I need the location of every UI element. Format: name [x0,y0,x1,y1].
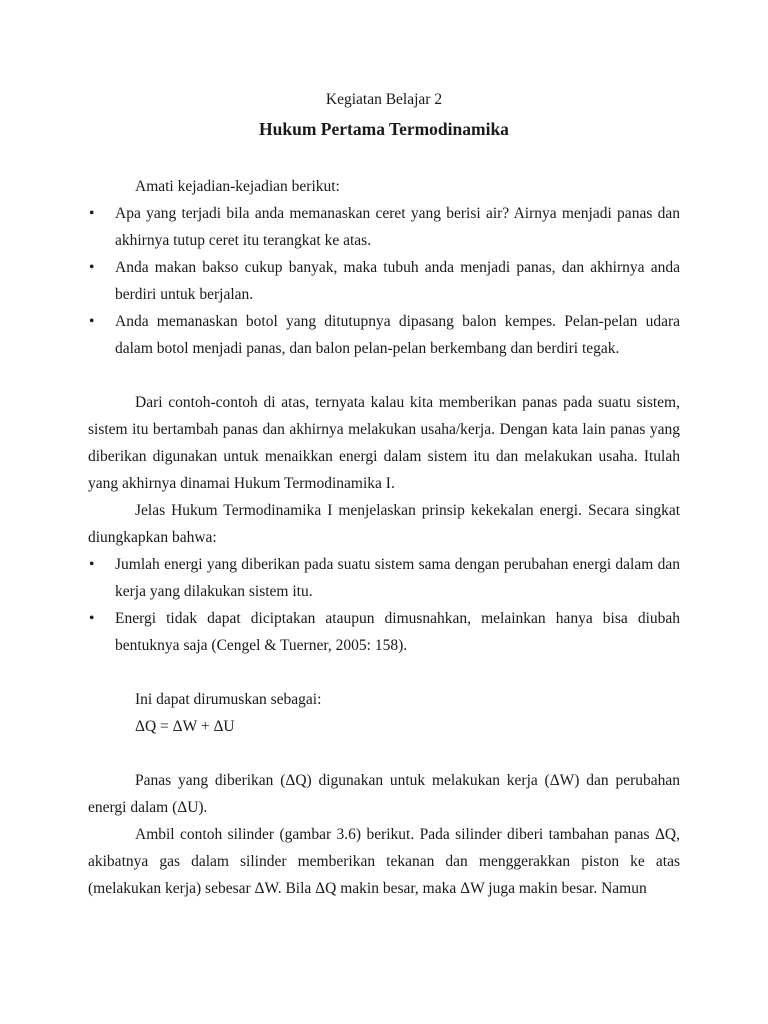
events-list [88,200,680,362]
principles-list [88,551,680,659]
list-item-text: Anda makan bakso cukup banyak, maka tubuh anda menjadi panas, dan akhirnya anda berdiri untuk berjalan. [115,259,680,303]
bullet-icon: • [89,259,95,276]
bullet-icon: • [89,313,95,330]
bullet-icon: • [89,556,95,573]
list-item-text: Energi tidak dapat diciptakan ataupun dimusnahkan, melainkan hanya bisa diubah bentuknya saja (Cengel & Tuerner, 2005: 158). [115,610,680,654]
document-page [88,86,680,902]
spacer [88,659,680,686]
paragraph: Jelas Hukum Termodinamika I menjelaskan prinsip kekekalan energi. Secara singkat diungkapkan bahwa: [88,502,680,546]
formula: ΔQ = ΔW + ΔU [135,718,235,735]
paragraph: Panas yang diberikan (ΔQ) digunakan untuk melakukan kerja (ΔW) dan perubahan energi dalam (ΔU). [88,772,680,816]
page-title: Hukum Pertama Termodinamika [259,119,509,139]
list-item [88,254,680,308]
list-item [88,551,680,605]
bullet-icon: • [89,205,95,222]
bullet-icon: • [89,610,95,627]
section-subtitle: Kegiatan Belajar 2 [325,91,443,108]
list-item [88,605,680,659]
formula-intro: Ini dapat dirumuskan sebagai: [135,691,322,708]
list-item [88,308,680,362]
list-item-text: Jumlah energi yang diberikan pada suatu sistem sama dengan perubahan energi dalam dan kerja yang dilakukan sistem itu. [115,556,680,600]
spacer [88,740,680,767]
list-item-text: Apa yang terjadi bila anda memanaskan ceret yang berisi air? Airnya menjadi panas dan akhirnya tutup ceret itu terangkat ke atas. [115,205,680,249]
paragraph: Ambil contoh silinder (gambar 3.6) berikut. Pada silinder diberi tambahan panas ΔQ, akibatnya gas dalam silinder memberikan tekanan dan menggerakkan piston ke atas (melakukan kerja) sebesar ΔW. Bila ΔQ makin besar, maka ΔW juga makin besar. Namun [88,826,680,897]
list-item [88,200,680,254]
paragraph: Dari contoh-contoh di atas, ternyata kalau kita memberikan panas pada suatu sistem, sistem itu bertambah panas dan akhirnya melakukan usaha/kerja. Dengan kata lain panas yang diberikan digunakan untuk menaikkan energi dalam sistem itu dan melakukan usaha. Itulah yang akhirnya dinamai Hukum Termodinamika I. [88,394,680,492]
intro-text: Amati kejadian-kejadian berikut: [135,178,340,195]
list-item-text: Anda memanaskan botol yang ditutupnya dipasang balon kempes. Pelan-pelan udara dalam botol menjadi panas, dan balon pelan-pelan berkembang dan berdiri tegak. [115,313,680,357]
spacer [88,362,680,389]
